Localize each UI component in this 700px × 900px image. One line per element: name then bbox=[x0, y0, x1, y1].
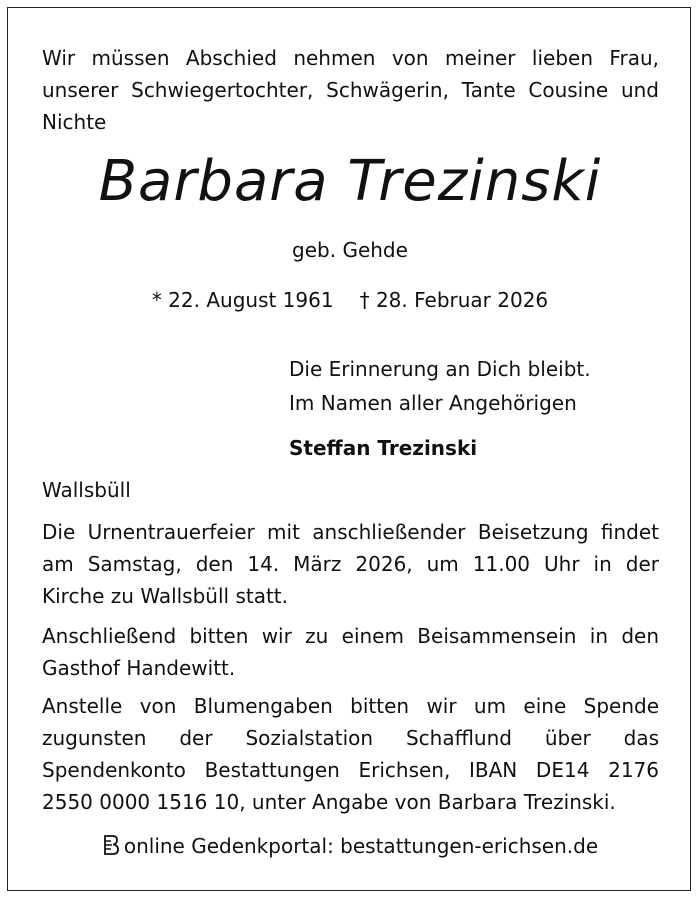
gathering-paragraph bbox=[42, 620, 659, 684]
life-dates bbox=[0, 284, 700, 316]
donation-paragraph bbox=[42, 690, 659, 818]
gathering-line: Gasthof Handewitt. bbox=[42, 656, 236, 680]
death-date: † 28. Februar 2026 bbox=[359, 288, 549, 312]
donation-line: Anstelle von Blumengaben bitten wir um eine Spende bbox=[42, 694, 659, 718]
donation-line: zugunsten der Sozialstation Schafflund über das bbox=[42, 726, 659, 750]
gathering-line: Anschließend bitten wir zu einem Beisammensein in den bbox=[42, 624, 659, 648]
donation-line: Spendenkonto Bestattungen Erichsen, IBAN DE14 2176 bbox=[42, 758, 659, 782]
signer-name: Steffan Trezinski bbox=[289, 436, 478, 460]
intro-line: unserer Schwiegertochter, Schwägerin, Tante Cousine und bbox=[42, 78, 659, 102]
birth-date: * 22. August 1961 bbox=[151, 288, 334, 312]
intro-line: Wir müssen Abschied nehmen von meiner lieben Frau, bbox=[42, 46, 659, 70]
memorial-portal-footer bbox=[0, 830, 700, 862]
ceremony-paragraph bbox=[42, 516, 659, 612]
remembrance-line: Die Erinnerung an Dich bleibt. bbox=[289, 357, 591, 381]
footer-text: online Gedenkportal: bestattungen-erichsen.de bbox=[123, 834, 599, 858]
birth-name: geb. Gehde bbox=[292, 238, 408, 262]
ceremony-line: am Samstag, den 14. März 2026, um 11.00 Uhr in der bbox=[42, 552, 659, 576]
place-name: Wallsbüll bbox=[42, 478, 131, 502]
intro-text bbox=[42, 42, 659, 138]
intro-line: Nichte bbox=[42, 110, 107, 134]
remembrance-line: Im Namen aller Angehörigen bbox=[289, 391, 577, 415]
donation-line: 2550 0000 1516 10, unter Angabe von Barbara Trezinski. bbox=[42, 790, 616, 814]
ceremony-line: Kirche zu Wallsbüll statt. bbox=[42, 584, 289, 608]
remembrance-text bbox=[289, 352, 669, 420]
ceremony-line: Die Urnentrauerfeier mit anschließender Beisetzung findet bbox=[42, 520, 659, 544]
funeral-home-logo-icon bbox=[102, 833, 120, 855]
deceased-name: Barbara Trezinski bbox=[98, 149, 602, 214]
